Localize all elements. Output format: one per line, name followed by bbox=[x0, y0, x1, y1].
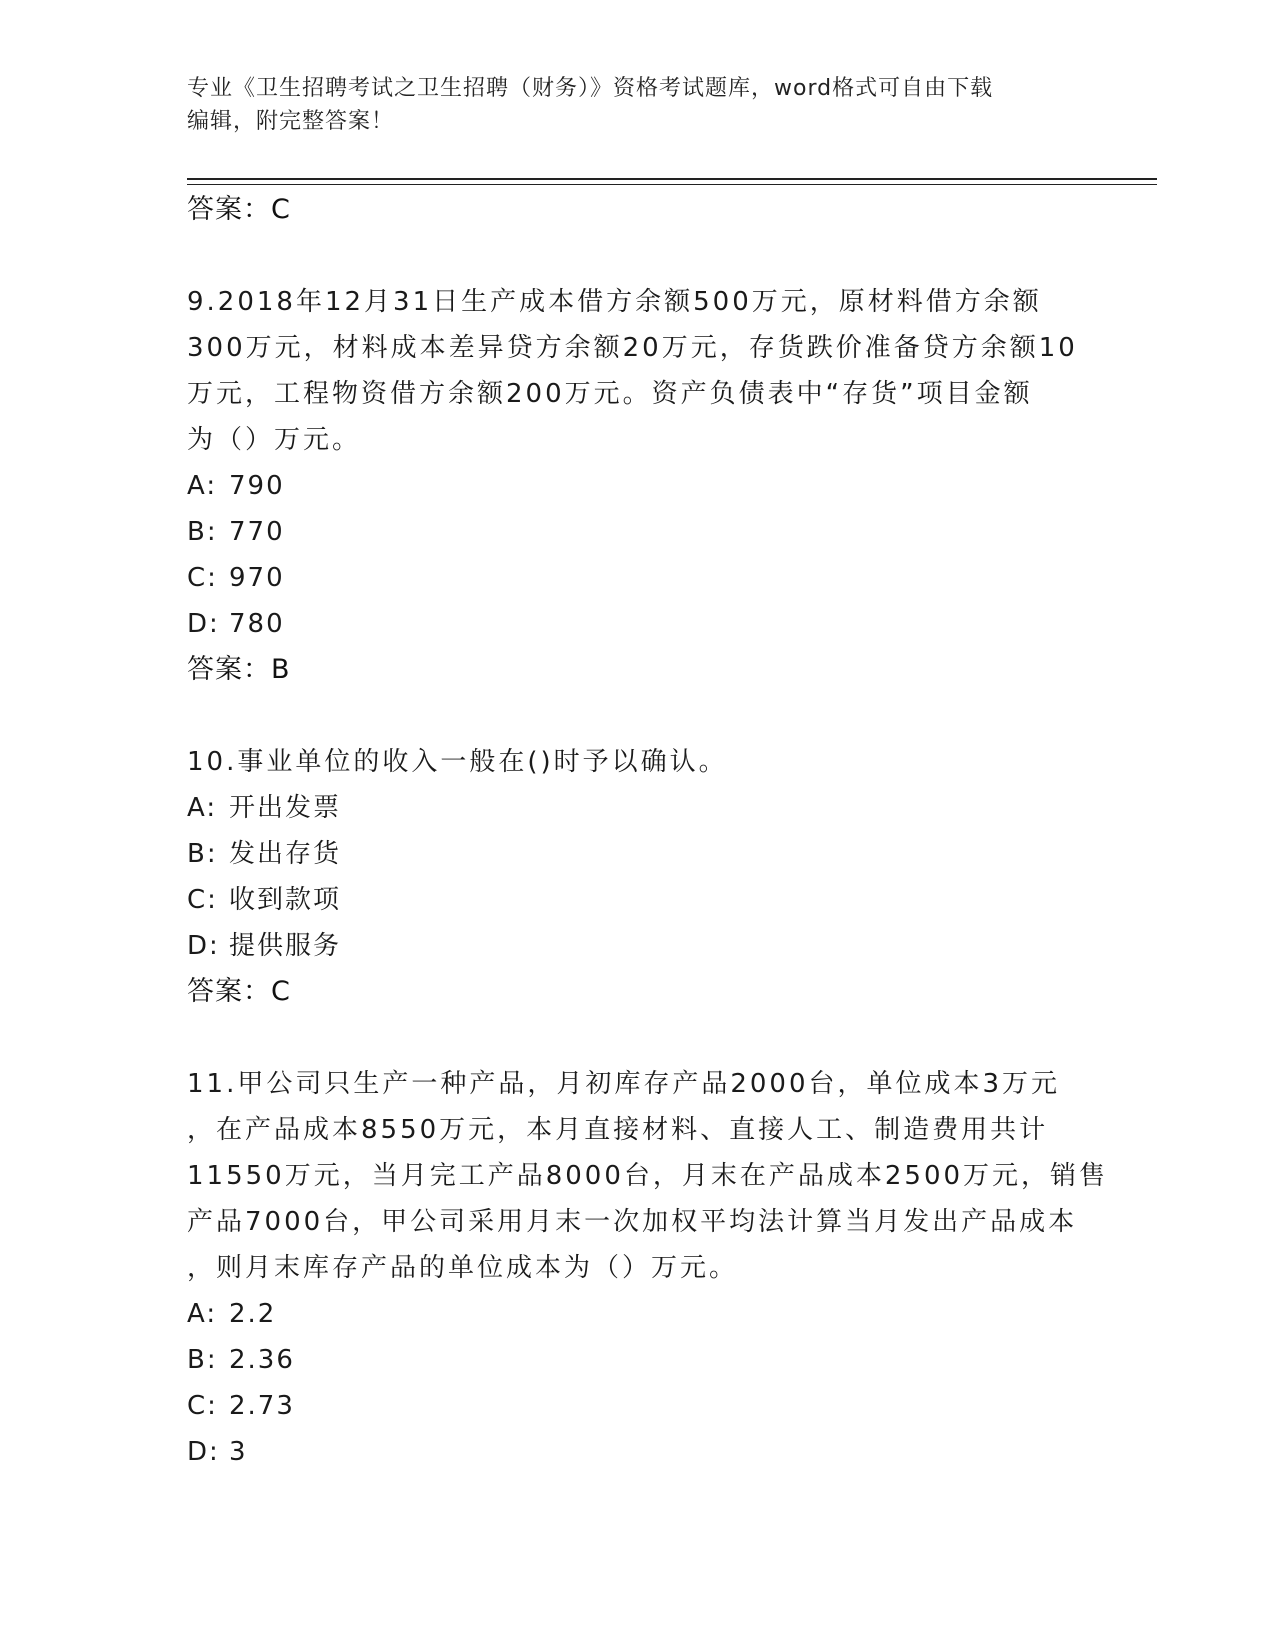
option-text: 2.73 bbox=[229, 1391, 295, 1421]
question-9 bbox=[187, 279, 1087, 693]
document-body bbox=[187, 187, 1109, 1475]
question-text-line: 产品7000台，甲公司采用月末一次加权平均法计算当月发出产品成本 bbox=[187, 1207, 1078, 1237]
option-c bbox=[187, 555, 1087, 601]
question-10 bbox=[187, 739, 1087, 1015]
question-text-line: 11.甲公司只生产一种产品，月初库存产品2000台，单位成本3万元 bbox=[187, 1069, 1061, 1099]
header-rule-thick bbox=[187, 178, 1157, 180]
option-text: 970 bbox=[229, 563, 285, 593]
option-letter: A: bbox=[187, 793, 218, 823]
option-text: 780 bbox=[229, 609, 285, 639]
question-text-line: 300万元，材料成本差异贷方余额20万元，存货跌价准备贷方余额10 bbox=[187, 333, 1078, 363]
option-letter: C: bbox=[187, 563, 218, 593]
document-header bbox=[187, 72, 1067, 138]
option-b bbox=[187, 1337, 1087, 1383]
option-text: 发出存货 bbox=[229, 839, 342, 869]
option-a bbox=[187, 463, 1087, 509]
question-text-line: ，在产品成本8550万元，本月直接材料、直接人工、制造费用共计 bbox=[187, 1115, 1049, 1145]
question-text-line: 为（）万元。 bbox=[187, 425, 362, 455]
option-a bbox=[187, 1291, 1087, 1337]
option-text: 770 bbox=[229, 517, 285, 547]
option-d bbox=[187, 1429, 1087, 1475]
option-letter: C: bbox=[187, 1391, 218, 1421]
option-b bbox=[187, 509, 1087, 555]
spacer bbox=[187, 233, 1087, 279]
option-letter: B: bbox=[187, 1345, 218, 1375]
option-text: 提供服务 bbox=[229, 931, 342, 961]
question-11 bbox=[187, 1061, 1109, 1475]
question-text-line: 11550万元，当月完工产品8000台，月末在产品成本2500万元，销售 bbox=[187, 1161, 1109, 1191]
header-line-1: 专业《卫生招聘考试之卫生招聘（财务）》资格考试题库，word格式可自由下载 bbox=[187, 76, 994, 101]
question-text-line: 10.事业单位的收入一般在()时予以确认。 bbox=[187, 747, 728, 777]
option-c bbox=[187, 1383, 1087, 1429]
answer-line: 答案：C bbox=[187, 976, 291, 1007]
answer-line: 答案：B bbox=[187, 654, 291, 685]
option-letter: C: bbox=[187, 885, 218, 915]
option-letter: D: bbox=[187, 1437, 220, 1467]
option-letter: B: bbox=[187, 839, 218, 869]
option-text: 收到款项 bbox=[229, 885, 342, 915]
option-letter: D: bbox=[187, 931, 220, 961]
option-text: 790 bbox=[229, 471, 285, 501]
option-d bbox=[187, 923, 1087, 969]
option-text: 开出发票 bbox=[229, 793, 342, 823]
option-letter: B: bbox=[187, 517, 218, 547]
option-text: 2.2 bbox=[229, 1299, 277, 1329]
question-text-line: ，则月末库存产品的单位成本为（）万元。 bbox=[187, 1253, 739, 1283]
option-letter: A: bbox=[187, 471, 218, 501]
option-d bbox=[187, 601, 1087, 647]
question-text-line: 万元，工程物资借方余额200万元。资产负债表中“存货”项目金额 bbox=[187, 379, 1033, 409]
header-rule-thin bbox=[187, 184, 1157, 185]
question-text-line: 9.2018年12月31日生产成本借方余额500万元，原材料借方余额 bbox=[187, 287, 1042, 317]
option-text: 3 bbox=[229, 1437, 248, 1467]
option-letter: A: bbox=[187, 1299, 218, 1329]
option-b bbox=[187, 831, 1087, 877]
option-a bbox=[187, 785, 1087, 831]
option-letter: D: bbox=[187, 609, 220, 639]
answer-line: 答案：C bbox=[187, 194, 291, 225]
header-line-2: 编辑，附完整答案！ bbox=[187, 109, 395, 134]
option-text: 2.36 bbox=[229, 1345, 295, 1375]
option-c bbox=[187, 877, 1087, 923]
spacer bbox=[187, 693, 1087, 739]
spacer bbox=[187, 1015, 1087, 1061]
